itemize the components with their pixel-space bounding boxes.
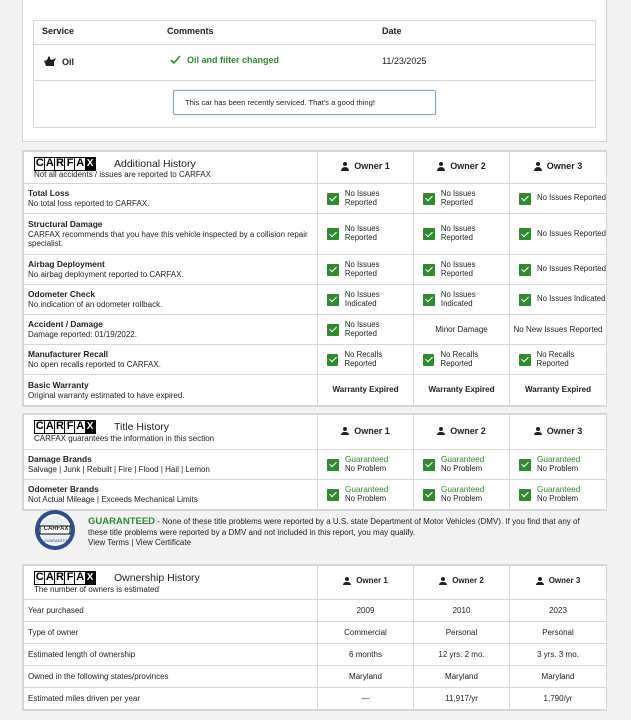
status-text: Warranty Expired <box>332 385 399 395</box>
title-row <box>24 480 607 510</box>
ownership-row <box>24 644 607 666</box>
checkbox-checked-icon <box>519 264 531 276</box>
history-row <box>24 315 607 345</box>
ownership-value: 6 months <box>318 644 414 666</box>
status-text: No Issues Reported <box>440 259 476 278</box>
logo-letter: F <box>64 571 76 585</box>
owner-name: Owner 3 <box>546 161 583 172</box>
row-description: No airbag deployment reported to CARFAX. <box>28 270 184 279</box>
row-description: Not Actual Mileage | Exceeds Mechanical Limits <box>28 495 198 504</box>
ownership-row <box>24 666 607 688</box>
status-with-check <box>510 294 606 306</box>
service-note: This car has been recently serviced. That's a good thing! <box>173 90 436 115</box>
checkbox-checked-icon <box>423 264 435 276</box>
user-icon <box>534 162 542 171</box>
status-text: No Issues Indicated <box>537 294 606 304</box>
checkbox-checked-icon <box>423 294 435 306</box>
status-with-check <box>510 264 606 276</box>
row-label: Accident / Damage <box>28 319 103 330</box>
user-icon <box>534 427 542 436</box>
guarantee-heading: GUARANTEED <box>88 516 156 527</box>
logo-letter: X <box>85 571 96 585</box>
owner-name: Owner 2 <box>450 161 486 172</box>
logo-letter: F <box>64 420 76 434</box>
row-label-cell <box>24 285 318 315</box>
checkbox-checked-icon <box>327 324 339 336</box>
carfax-guarantee-badge-icon <box>32 508 82 552</box>
check-mark-icon <box>170 55 181 67</box>
status-with-check <box>414 351 509 368</box>
owner-name: Owner 1 <box>354 425 390 436</box>
ownership-value: Maryland <box>414 666 510 688</box>
user-icon <box>437 162 445 171</box>
status-with-check <box>414 261 509 278</box>
user-icon <box>341 427 349 436</box>
date-column-header: Date <box>382 26 402 36</box>
owner-status-cell <box>318 285 414 315</box>
row-label: Damage Brands <box>28 454 92 465</box>
row-label-cell <box>24 450 318 480</box>
guarantee-description: - None of these title problems were reported by a U.S. state Department of Motor Vehicles (DMV). If you find that any of these title problems were reported by a DMV and not included in this report, you may qualify. <box>88 517 580 537</box>
logo-letter: C <box>35 571 44 583</box>
ownership-label: Estimated length of ownership <box>24 644 318 666</box>
oil-can-icon <box>43 56 57 70</box>
row-label-cell <box>24 315 318 345</box>
title-history-heading <box>24 415 318 450</box>
row-description: No open recalls reported to CARFAX. <box>28 360 161 369</box>
owner-header-label <box>534 426 583 437</box>
owner-header-label <box>437 426 486 437</box>
owner-column-header <box>318 152 414 184</box>
section-subtitle: CARFAX guarantees the information in this section <box>34 434 215 443</box>
row-label: Odometer Brands <box>28 484 99 495</box>
guaranteed-label: Guaranteed <box>441 485 485 495</box>
owner-title-cell <box>414 450 510 480</box>
owner-status-cell <box>318 375 414 406</box>
logo-letter: R <box>55 157 64 169</box>
status-with-check <box>510 193 606 205</box>
service-column-header: Service <box>42 26 75 36</box>
guaranteed-status <box>414 455 509 473</box>
owner-column-header <box>510 152 607 184</box>
status-text: No New Issues Reported <box>513 324 603 334</box>
checkbox-checked-icon <box>423 354 434 366</box>
additional-history-section <box>22 150 607 407</box>
status-text: No Issues Reported <box>537 228 606 238</box>
history-row <box>24 184 607 214</box>
logo-letter: F <box>64 157 76 171</box>
history-row <box>24 345 607 375</box>
ownership-value: 3 yrs. 3 mo. <box>510 644 607 666</box>
ownership-value: 11,917/yr <box>414 688 510 710</box>
guaranteed-status <box>510 455 606 473</box>
status-text: No Recalls Reported <box>440 349 479 368</box>
logo-letter: R <box>55 420 64 432</box>
section-title: Ownership History <box>114 572 200 584</box>
status-text: No Issues Reported <box>344 188 380 207</box>
ownership-value: Maryland <box>510 666 607 688</box>
ownership-value: 12 yrs. 2 mo. <box>414 644 510 666</box>
checkbox-checked-icon <box>519 354 531 366</box>
logo-letter: A <box>76 571 85 583</box>
badge-label: CARFAX <box>43 526 69 532</box>
guaranteed-text <box>537 485 580 503</box>
guaranteed-text <box>345 455 388 473</box>
problem-text: No Problem <box>441 494 483 503</box>
ownership-row <box>24 622 607 644</box>
row-description: Original warranty estimated to have expired. <box>28 390 185 400</box>
guaranteed-status <box>318 455 413 473</box>
owner-status-cell <box>510 285 607 315</box>
user-icon <box>536 577 544 586</box>
owner-status-cell <box>414 214 510 255</box>
status-text: No Issues Reported <box>344 319 380 338</box>
status-with-check <box>510 351 606 368</box>
row-label: Total Loss <box>28 188 70 199</box>
owner-status-cell <box>318 315 414 345</box>
ownership-value: 1,790/yr <box>510 688 607 710</box>
row-description: CARFAX recommends that you have this vehicle inspected by a collision repair specialist. <box>28 229 308 249</box>
ownership-value: Personal <box>414 622 510 644</box>
status-text: No Recalls Reported <box>344 349 383 368</box>
guaranteed-status <box>510 485 606 503</box>
owner-status-cell <box>318 255 414 285</box>
row-description: No total loss reported to CARFAX. <box>28 199 150 208</box>
owner-header-label <box>343 576 388 586</box>
owner-status-cell <box>414 375 510 406</box>
logo-letter: R <box>55 571 64 583</box>
status-text: No Issues Reported <box>537 193 606 203</box>
user-icon <box>439 577 447 586</box>
owner-header-label <box>439 576 484 586</box>
status-with-check <box>318 321 413 338</box>
carfax-logo <box>34 571 94 585</box>
status-with-check <box>414 190 509 207</box>
owner-column-header <box>510 415 607 450</box>
owner-status-cell <box>414 345 510 375</box>
owner-title-cell <box>318 480 414 510</box>
ownership-value: Personal <box>510 622 607 644</box>
owner-header-label <box>536 576 581 586</box>
ownership-history-heading <box>24 566 318 600</box>
status-text: Warranty Expired <box>525 385 591 395</box>
status-text: No Issues Reported <box>440 224 476 242</box>
link-separator: | <box>129 537 136 547</box>
service-table-header <box>34 21 595 45</box>
ownership-value: 2009 <box>318 600 414 622</box>
owner-status-cell <box>318 184 414 214</box>
status-text: No Issues Reported <box>344 224 380 242</box>
owner-column-header <box>318 415 414 450</box>
owner-column-header <box>414 152 510 184</box>
row-label: Basic Warranty <box>28 379 89 390</box>
status-with-check <box>414 291 509 308</box>
owner-status-cell <box>510 375 607 406</box>
owner-name: Owner 3 <box>546 425 583 436</box>
guaranteed-text <box>441 455 484 473</box>
checkbox-checked-icon <box>423 193 435 205</box>
guaranteed-label: Guaranteed <box>441 455 485 465</box>
owner-column-header <box>510 566 607 600</box>
ownership-value: Maryland <box>318 666 414 688</box>
owner-status-cell <box>414 184 510 214</box>
ownership-value: — <box>318 688 414 710</box>
view-terms-link[interactable]: View Terms <box>88 537 130 547</box>
owner-name: Owner 2 <box>452 576 484 586</box>
owner-status-cell <box>318 214 414 255</box>
owner-status-cell <box>510 214 607 255</box>
owner-name: Owner 1 <box>354 161 390 172</box>
guarantee-band <box>22 508 607 552</box>
history-row <box>24 285 607 315</box>
owner-status-cell <box>414 255 510 285</box>
guaranteed-text <box>345 485 388 503</box>
section-title: Title History <box>114 421 170 433</box>
guaranteed-label: Guaranteed <box>537 485 581 495</box>
row-label: Manufacturer Recall <box>28 349 109 360</box>
carfax-logo <box>34 157 94 171</box>
checkbox-checked-icon <box>327 264 339 276</box>
checkbox-checked-icon <box>423 228 435 240</box>
owner-name: Owner 3 <box>548 576 581 586</box>
user-icon <box>343 577 351 586</box>
service-history-panel <box>22 0 607 142</box>
problem-text: No Problem <box>345 494 387 503</box>
row-description: Salvage | Junk | Rebuilt | Fire | Flood | Hail | Lemon <box>28 465 210 474</box>
owner-header-label <box>534 161 583 172</box>
status-text: Minor Damage <box>435 324 488 334</box>
ownership-row <box>24 688 607 710</box>
carfax-logo <box>34 420 94 434</box>
guaranteed-label: Guaranteed <box>345 485 389 495</box>
status-text: No Issues Indicated <box>440 289 476 308</box>
owner-status-cell <box>510 345 607 375</box>
title-history-section <box>22 413 607 511</box>
owner-status-cell <box>414 285 510 315</box>
guaranteed-label: Guaranteed <box>345 455 389 465</box>
guaranteed-text <box>537 455 580 473</box>
view-certificate-link[interactable]: View Certificate <box>135 537 192 547</box>
owner-header-label <box>341 426 390 437</box>
owner-column-header <box>414 566 510 600</box>
history-row <box>24 375 607 406</box>
owner-header-label <box>341 161 390 172</box>
service-record-row <box>34 45 595 81</box>
checkbox-checked-icon <box>519 193 531 205</box>
section-subtitle: Not all accidents / issues are reported to CARFAX <box>34 170 211 179</box>
owner-status-cell <box>510 255 607 285</box>
owner-header-label <box>437 161 486 172</box>
owner-name: Owner 1 <box>356 576 388 586</box>
ownership-value: Commercial <box>318 622 414 644</box>
status-text: No Recalls Reported <box>536 349 575 368</box>
status-text: No Issues Reported <box>440 188 476 207</box>
owner-status-cell <box>414 315 510 345</box>
owner-name: Owner 2 <box>450 425 486 436</box>
service-date: 11/23/2025 <box>382 56 427 66</box>
status-with-check <box>318 291 413 308</box>
checkbox-checked-icon <box>423 489 435 501</box>
status-with-check <box>318 351 413 368</box>
row-description: Damage reported: 01/19/2022. <box>28 330 137 339</box>
row-label-cell <box>24 375 318 406</box>
row-label-cell <box>24 345 318 375</box>
row-description: No indication of an odometer rollback. <box>28 300 163 309</box>
ownership-label: Year purchased <box>24 600 318 622</box>
ownership-row <box>24 600 607 622</box>
owner-column-header <box>318 566 414 600</box>
row-label-cell <box>24 184 318 214</box>
additional-history-heading <box>24 152 318 184</box>
row-label-cell <box>24 255 318 285</box>
status-with-check <box>318 225 413 242</box>
problem-text: No Problem <box>441 464 483 473</box>
status-text: No Issues Reported <box>537 264 606 274</box>
owner-title-cell <box>318 450 414 480</box>
checkbox-checked-icon <box>519 459 531 471</box>
title-row <box>24 450 607 480</box>
owner-status-cell <box>510 315 607 345</box>
checkbox-checked-icon <box>327 459 339 471</box>
guaranteed-status <box>318 485 413 503</box>
status-text: Warranty Expired <box>428 385 495 395</box>
checkbox-checked-icon <box>327 228 339 240</box>
checkbox-checked-icon <box>423 459 435 471</box>
status-text: No Issues Reported <box>344 259 380 278</box>
row-label-cell <box>24 480 318 510</box>
checkbox-checked-icon <box>519 294 531 306</box>
ownership-history-section <box>22 564 607 711</box>
checkbox-checked-icon <box>519 489 531 501</box>
row-label: Structural Damage <box>28 218 103 229</box>
section-title: Additional History <box>114 158 196 170</box>
owner-title-cell <box>414 480 510 510</box>
checkbox-checked-icon <box>327 294 339 306</box>
history-row <box>24 214 607 255</box>
owner-column-header <box>414 415 510 450</box>
logo-letter: A <box>45 157 54 169</box>
badge-sub: GUARANTEE <box>43 538 69 543</box>
problem-text: No Problem <box>537 464 579 473</box>
row-label: Odometer Check <box>28 289 96 300</box>
problem-text: No Problem <box>537 494 579 503</box>
owner-title-cell <box>510 450 607 480</box>
user-icon <box>341 162 349 171</box>
owner-title-cell <box>510 480 607 510</box>
status-with-check <box>510 228 606 240</box>
ownership-value: 2023 <box>510 600 607 622</box>
history-row <box>24 255 607 285</box>
guaranteed-label: Guaranteed <box>537 455 581 465</box>
logo-letter: A <box>76 420 85 432</box>
logo-letter: A <box>45 420 54 432</box>
owner-status-cell <box>318 345 414 375</box>
guaranteed-status <box>414 485 509 503</box>
status-with-check <box>318 261 413 278</box>
logo-letter: X <box>85 420 96 434</box>
guaranteed-text <box>441 485 484 503</box>
ownership-label: Estimated miles driven per year <box>24 688 318 710</box>
checkbox-checked-icon <box>519 228 531 240</box>
logo-letter: C <box>35 157 44 169</box>
section-subtitle: The number of owners is estimated <box>34 585 159 594</box>
service-comment: Oil and filter changed <box>187 55 280 65</box>
guarantee-text <box>88 516 600 548</box>
ownership-label: Owned in the following states/provinces <box>24 666 318 688</box>
logo-letter: X <box>85 157 96 171</box>
ownership-value: 2010 <box>414 600 510 622</box>
status-with-check <box>414 225 509 242</box>
ownership-label: Type of owner <box>24 622 318 644</box>
row-label: Airbag Deployment <box>28 259 105 270</box>
owner-status-cell <box>510 184 607 214</box>
user-icon <box>437 427 445 436</box>
comments-column-header: Comments <box>167 26 214 36</box>
row-label-cell <box>24 214 318 255</box>
logo-letter: A <box>76 157 85 169</box>
checkbox-checked-icon <box>327 489 339 501</box>
status-text: No Issues Indicated <box>344 289 380 308</box>
logo-letter: A <box>45 571 54 583</box>
checkbox-checked-icon <box>327 193 339 205</box>
logo-letter: C <box>35 420 44 432</box>
checkbox-checked-icon <box>327 354 338 366</box>
problem-text: No Problem <box>345 464 387 473</box>
service-name: Oil <box>62 57 75 67</box>
status-with-check <box>318 190 413 207</box>
